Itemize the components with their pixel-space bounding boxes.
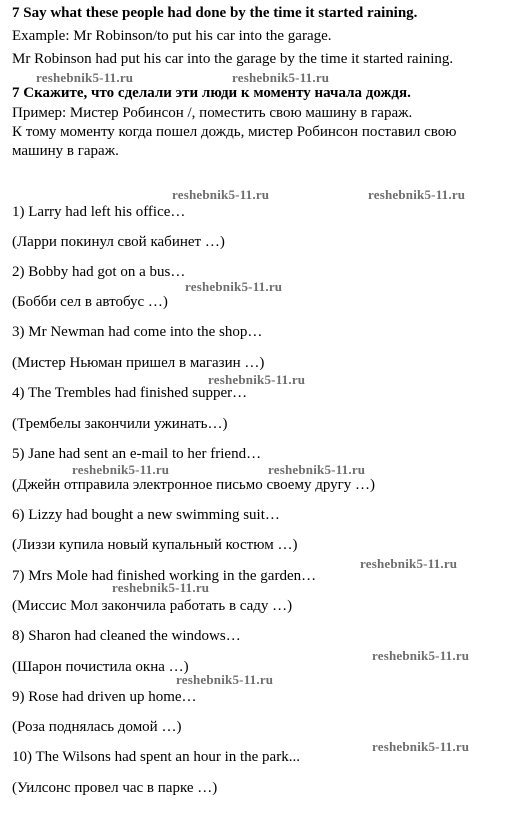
item-ru: (Трембелы закончили ужинать…) [12, 416, 228, 432]
item-en: 1) Larry had left his office… [12, 204, 186, 220]
item-en: 10) The Wilsons had spent an hour in the park... [12, 749, 300, 765]
example-ru: Пример: Мистер Робинсон /, поместить свою машину в гараж. [12, 105, 413, 121]
watermark: reshebnik5-11.ru [232, 70, 330, 85]
item-ru: (Джейн отправила электронное письмо своему другу …) [12, 477, 376, 493]
watermark: reshebnik5-11.ru [208, 372, 306, 387]
item-en: 4) The Trembles had finished supper… [12, 385, 248, 401]
example-answer-ru-line1: К тому моменту когда пошел дождь, мистер Робинсон поставил свою [12, 124, 457, 140]
item-en: 9) Rose had driven up home… [12, 689, 197, 705]
item-en: 2) Bobby had got on a bus… [12, 264, 186, 280]
watermark: reshebnik5-11.ru [368, 187, 466, 202]
watermark: reshebnik5-11.ru [360, 556, 458, 571]
item-en: 8) Sharon had cleaned the windows… [12, 628, 241, 644]
item-en: 7) Mrs Mole had finished working in the garden… [12, 568, 317, 584]
watermark: reshebnik5-11.ru [36, 70, 134, 85]
item-ru: (Мистер Ньюман пришел в магазин …) [12, 355, 265, 371]
item-ru: (Шарон почистила окна …) [12, 659, 189, 675]
item-ru: (Бобби сел в автобус …) [12, 294, 168, 310]
item-ru: (Роза поднялась домой …) [12, 719, 182, 735]
exercise-title-en: 7 Say what these people had done by the time it started raining. [12, 5, 418, 21]
item-ru: (Лиззи купила новый купальный костюм …) [12, 537, 298, 553]
exercise-title-ru: 7 Скажите, что сделали эти люди к моменту начала дождя. [12, 85, 411, 101]
example-en: Example: Mr Robinson/to put his car into the garage. [12, 28, 332, 44]
watermark: reshebnik5-11.ru [72, 462, 170, 477]
example-answer-en: Mr Robinson had put his car into the garage by the time it started raining. [12, 51, 454, 67]
watermark: reshebnik5-11.ru [268, 462, 366, 477]
item-ru: (Ларри покинул свой кабинет …) [12, 234, 225, 250]
watermark: reshebnik5-11.ru [372, 648, 470, 663]
item-en: 6) Lizzy had bought a new swimming suit… [12, 507, 280, 523]
item-en: 3) Mr Newman had come into the shop… [12, 324, 263, 340]
watermark: reshebnik5-11.ru [185, 279, 283, 294]
item-en: 5) Jane had sent an e-mail to her friend… [12, 446, 262, 462]
watermark: reshebnik5-11.ru [372, 739, 470, 754]
example-answer-ru-line2: машину в гараж. [12, 143, 119, 159]
item-ru: (Уилсонс провел час в парке …) [12, 780, 218, 796]
watermark: reshebnik5-11.ru [172, 187, 270, 202]
watermark: reshebnik5-11.ru [176, 672, 274, 687]
watermark: reshebnik5-11.ru [112, 580, 210, 595]
item-ru: (Миссис Мол закончила работать в саду …) [12, 598, 293, 614]
